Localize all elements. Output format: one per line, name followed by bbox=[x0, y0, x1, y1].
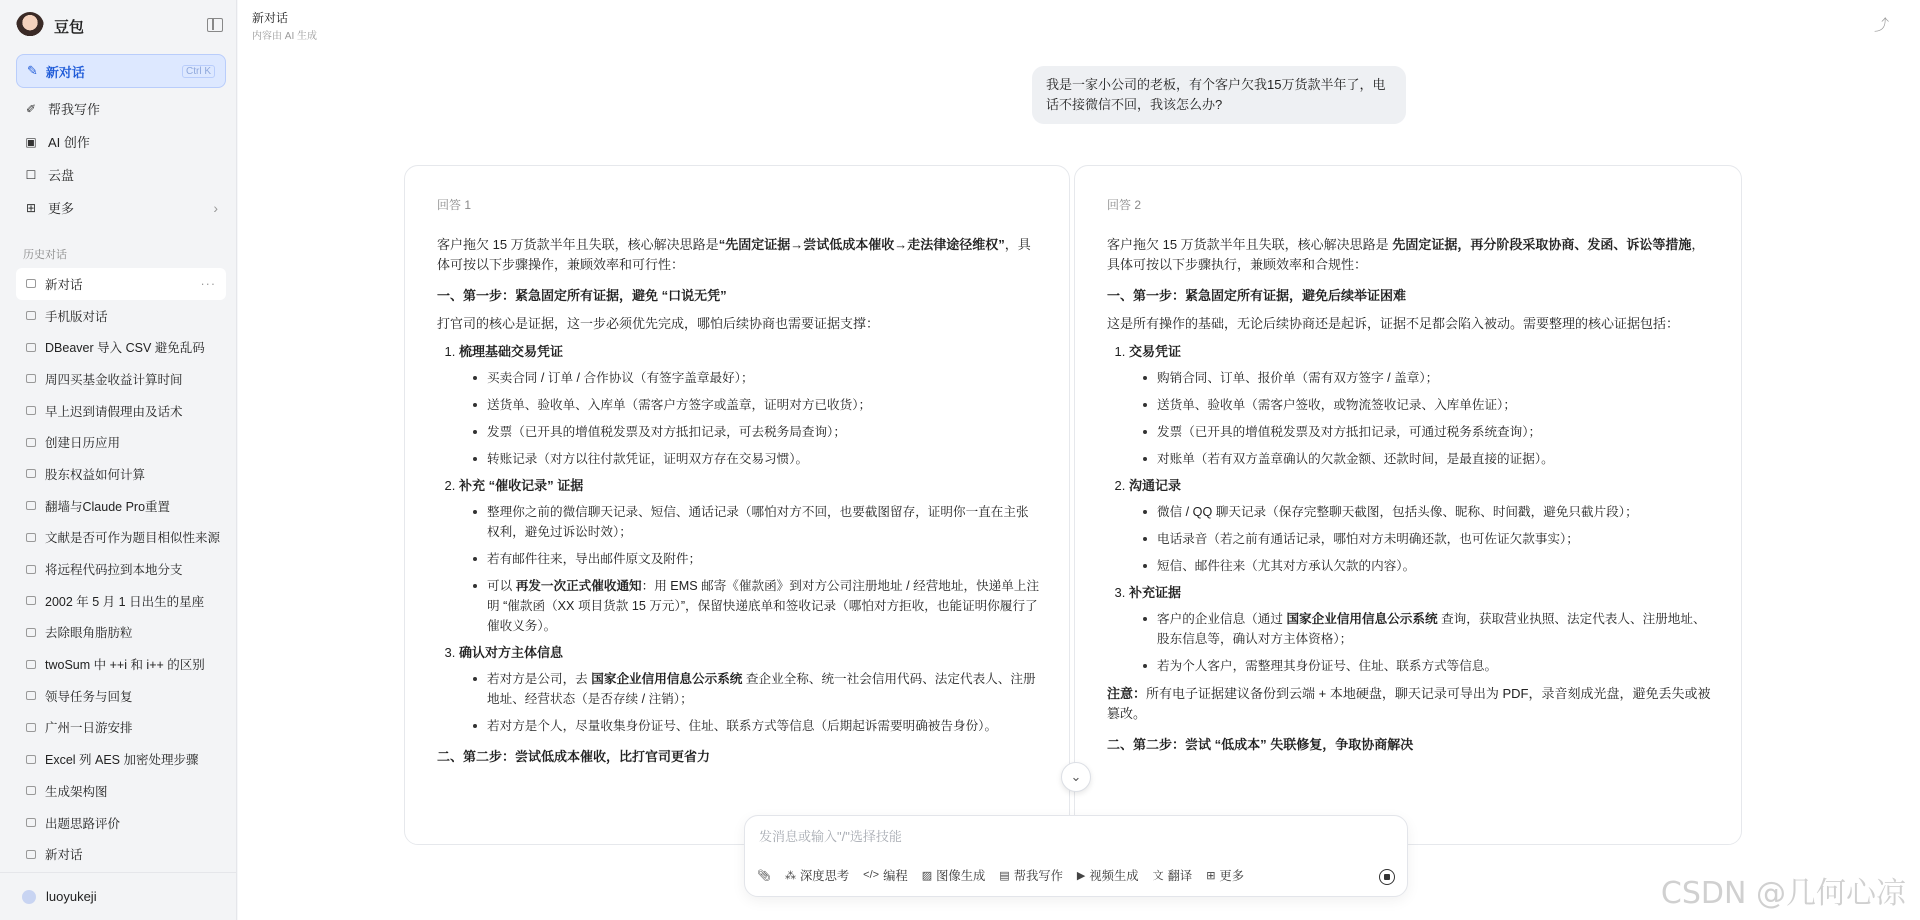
menu-item-cloud[interactable] bbox=[16, 158, 226, 191]
history-list bbox=[16, 268, 226, 870]
more-grid-icon: ⊞ bbox=[1206, 869, 1216, 882]
attach-button[interactable] bbox=[757, 869, 771, 882]
answer-label: 回答 2 bbox=[1107, 198, 1142, 212]
new-chat-button[interactable] bbox=[16, 54, 226, 88]
share-icon[interactable]: ⤴ bbox=[1874, 17, 1890, 34]
history-item[interactable]: 领导任务与回复 bbox=[16, 680, 226, 712]
tool-deep-think[interactable]: ⁂ 深度思考 bbox=[784, 869, 850, 883]
more-options-icon[interactable]: ··· bbox=[200, 276, 216, 291]
chat-icon bbox=[26, 628, 36, 637]
tool-translate[interactable]: 文 翻译 bbox=[1152, 869, 1193, 883]
bullet-item: 若对方是个人，尽量收集身份证号、住址、联系方式等信息（后期起诉需要明确被告身份）。 bbox=[473, 716, 1041, 736]
step-item bbox=[1129, 476, 1713, 576]
chat-icon bbox=[26, 311, 36, 320]
brand-name: 豆包 bbox=[54, 18, 85, 36]
grid-icon: ⊞ bbox=[25, 200, 37, 215]
tool-code[interactable]: </> 编程 bbox=[863, 869, 908, 883]
history-item[interactable]: 股东权益如何计算 bbox=[16, 458, 226, 490]
chat-icon bbox=[26, 755, 36, 764]
history-item[interactable]: 创建日历应用 bbox=[16, 426, 226, 458]
history-item[interactable]: 新对话 ··· bbox=[16, 268, 226, 300]
step-list bbox=[1129, 342, 1713, 676]
bullet-item: 电话录音（若之前有通话记录，哪怕对方未明确还款，也可佐证欠款事实）； bbox=[1143, 529, 1713, 549]
menu-item-more[interactable] bbox=[16, 191, 226, 224]
image-gen-icon: ▨ bbox=[921, 869, 933, 882]
chat-icon bbox=[26, 786, 36, 795]
step-title: 沟通记录 bbox=[1129, 478, 1182, 493]
chat-icon bbox=[26, 374, 36, 383]
bullet-item: 若有邮件往来，导出邮件原文及附件； bbox=[473, 549, 1041, 569]
menu-item-label: 帮我写作 bbox=[48, 102, 101, 117]
chat-icon bbox=[26, 438, 36, 447]
section-title: 一、第一步：紧急固定所有证据，避免后续举证困难 bbox=[1107, 288, 1407, 303]
chat-icon bbox=[26, 596, 36, 605]
paperclip-icon: 📎︎ bbox=[757, 869, 771, 882]
step-item bbox=[1129, 583, 1713, 676]
chat-icon bbox=[26, 343, 36, 352]
image-create-icon: ▣ bbox=[25, 134, 37, 149]
sidebar-menu bbox=[16, 92, 226, 224]
edit-icon: ✎ bbox=[27, 63, 38, 78]
history-item[interactable]: 早上迟到请假理由及话术 bbox=[16, 395, 226, 427]
history-item[interactable]: 手机版对话 bbox=[16, 300, 226, 332]
brand[interactable] bbox=[16, 12, 84, 40]
main-panel bbox=[238, 0, 1920, 920]
section-title: 二、第二步：尝试 “低成本” 失联修复，争取协商解决 bbox=[1107, 737, 1414, 752]
answer-intro: 客户拖欠 15 万货款半年且失联，核心解决思路是 先固定证据，再分阶段采取协商、发函、诉讼等措施，具体可按以下步骤执行，兼顾效率和合规性： bbox=[1107, 237, 1705, 272]
menu-item-label: AI 创作 bbox=[48, 135, 90, 150]
step-item bbox=[459, 643, 1041, 736]
menu-item-label: 云盘 bbox=[48, 168, 75, 183]
history-item[interactable]: 周四买基金收益计算时间 bbox=[16, 363, 226, 395]
answer-intro: 客户拖欠 15 万货款半年且失联，核心解决思路是“先固定证据→尝试低成本催收→走法律途径维权”，具体可按以下步骤操作，兼顾效率和可行性： bbox=[437, 237, 1031, 272]
bullet-item: 送货单、验收单（需客户签收，或物流签收记录、入库单佐证）； bbox=[1143, 395, 1713, 415]
composer-tools bbox=[757, 866, 1244, 884]
bullet-item: 转账记录（对方以往付款凭证，证明双方存在交易习惯）。 bbox=[473, 449, 1041, 469]
step-title: 补充证据 bbox=[1129, 585, 1182, 600]
message-input[interactable] bbox=[759, 829, 1379, 844]
username: luoyukeji bbox=[46, 889, 97, 904]
avatar bbox=[22, 890, 36, 904]
translate-icon: 文 bbox=[1152, 870, 1164, 882]
code-icon: </> bbox=[863, 869, 880, 881]
cloud-drive-icon: ☐ bbox=[25, 167, 37, 182]
conversation-title: 新对话 bbox=[252, 11, 289, 25]
history-item[interactable]: 新对话 bbox=[16, 838, 226, 870]
conversation-subtitle: 内容由 AI 生成 bbox=[252, 31, 318, 42]
bullet-item: 送货单、验收单、入库单（需客户方签字或盖章，证明对方已收货）； bbox=[473, 395, 1041, 415]
chat-icon bbox=[26, 565, 36, 574]
step-title: 交易凭证 bbox=[1129, 344, 1182, 359]
step-item bbox=[459, 476, 1041, 636]
scroll-down-button[interactable] bbox=[1061, 762, 1091, 792]
chat-icon bbox=[26, 279, 36, 288]
tool-image-gen[interactable]: ▨ 图像生成 bbox=[921, 869, 986, 883]
tool-video-gen[interactable]: ▶ 视频生成 bbox=[1076, 869, 1139, 883]
history-item[interactable]: twoSum 中 ++i 和 i++ 的区别 bbox=[16, 648, 226, 680]
menu-item-ai-create[interactable] bbox=[16, 125, 226, 158]
bullet-item: 客户的企业信息（通过 国家企业信用信息公示系统 查询，获取营业执照、法定代表人、注册地址、股东信息等，确认对方主体资格）； bbox=[1143, 609, 1713, 649]
chat-icon bbox=[26, 850, 36, 859]
bullet-item: 发票（已开具的增值税发票及对方抵扣记录，可去税务局查询）； bbox=[473, 422, 1041, 442]
section-desc: 打官司的核心是证据，这一步必须优先完成，哪怕后续协商也需要证据支撑： bbox=[437, 316, 880, 331]
composer bbox=[744, 815, 1408, 897]
history-item[interactable]: 出题思路评价 bbox=[16, 807, 226, 839]
sidebar bbox=[0, 0, 237, 920]
bullet-item: 短信、邮件往来（尤其对方承认欠款的内容）。 bbox=[1143, 556, 1713, 576]
bullet-item: 若为个人客户，需整理其身份证号、住址、联系方式等信息。 bbox=[1143, 656, 1713, 676]
user-profile[interactable] bbox=[0, 872, 237, 920]
sidebar-toggle-icon[interactable] bbox=[207, 18, 223, 32]
answer-card-2[interactable] bbox=[1074, 165, 1742, 845]
bullet-item: 对账单（若有双方盖章确认的欠款金额、还款时间，是最直接的证据）。 bbox=[1143, 449, 1713, 469]
bullet-item: 发票（已开具的增值税发票及对方抵扣记录，可通过税务系统查询）； bbox=[1143, 422, 1713, 442]
chevron-down-icon: ⌄ bbox=[1070, 769, 1082, 784]
history-item[interactable]: 广州一日游安排 bbox=[16, 712, 226, 744]
history-item[interactable]: 2002 年 5 月 1 日出生的星座 bbox=[16, 585, 226, 617]
step-title: 补充 “催收记录” 证据 bbox=[459, 478, 584, 493]
bullet-item: 购销合同、订单、报价单（需有双方签字 / 盖章）； bbox=[1143, 368, 1713, 388]
chat-icon bbox=[26, 818, 36, 827]
chat-icon bbox=[26, 660, 36, 669]
answer-label: 回答 1 bbox=[437, 198, 472, 212]
note: 注意：所有电子证据建议备份到云端 + 本地硬盘，聊天记录可导出为 PDF，录音刻成光盘，避免丢失或被篡改。 bbox=[1107, 686, 1711, 721]
step-item bbox=[1129, 342, 1713, 469]
section-title: 一、第一步：紧急固定所有证据，避免 “口说无凭” bbox=[437, 288, 727, 303]
deep-think-icon: ⁂ bbox=[784, 869, 796, 882]
history-item[interactable]: DBeaver 导入 CSV 避免乱码 bbox=[16, 331, 226, 363]
step-item bbox=[459, 342, 1041, 469]
voice-record-icon[interactable] bbox=[1379, 869, 1395, 885]
write-icon: ▤ bbox=[999, 869, 1010, 882]
video-gen-icon: ▶ bbox=[1076, 869, 1086, 882]
new-chat-label: 新对话 bbox=[45, 64, 85, 80]
step-list bbox=[459, 342, 1041, 736]
chevron-right-icon: › bbox=[213, 199, 218, 216]
step-title: 确认对方主体信息 bbox=[459, 645, 564, 660]
history-item[interactable]: 将远程代码拉到本地分支 bbox=[16, 553, 226, 585]
bullet-item: 微信 / QQ 聊天记录（保存完整聊天截图，包括头像、昵称、时间戳，避免只截片段）； bbox=[1143, 502, 1713, 522]
history-item[interactable]: 去除眼角脂肪粒 bbox=[16, 617, 226, 649]
chat-icon bbox=[26, 406, 36, 415]
history-item[interactable]: Excel 列 AES 加密处理步骤 bbox=[16, 743, 226, 775]
chat-icon bbox=[26, 533, 36, 542]
answer-card-1[interactable] bbox=[404, 165, 1070, 845]
menu-item-label: 更多 bbox=[48, 201, 75, 216]
menu-item-write[interactable] bbox=[16, 92, 226, 125]
doubao-logo-icon bbox=[16, 12, 44, 40]
history-item[interactable]: 翻墙与Claude Pro重置 bbox=[16, 490, 226, 522]
section-desc: 这是所有操作的基础，无论后续协商还是起诉，证据不足都会陷入被动。需要整理的核心证据包括： bbox=[1107, 316, 1680, 331]
chat-icon bbox=[26, 501, 36, 510]
tool-more[interactable]: ⊞ 更多 bbox=[1206, 869, 1245, 883]
user-message: 我是一家小公司的老板，有个客户欠我15万货款半年了，电话不接微信不回，我该怎么办? bbox=[1032, 66, 1406, 124]
section-title: 二、第二步：尝试低成本催收，比打官司更省力 bbox=[437, 749, 711, 764]
watermark: CSDN @几何心凉 bbox=[1660, 876, 1906, 911]
chat-icon bbox=[26, 469, 36, 478]
chat-icon bbox=[26, 723, 36, 732]
pen-icon: ✐ bbox=[25, 101, 37, 116]
history-item[interactable]: 文献是否可作为题目相似性来源 bbox=[16, 522, 226, 554]
step-title: 梳理基础交易凭证 bbox=[459, 344, 564, 359]
history-item[interactable]: 生成架构图 bbox=[16, 775, 226, 807]
chat-icon bbox=[26, 691, 36, 700]
bullet-item: 若对方是公司，去 国家企业信用信息公示系统 查企业全称、统一社会信用代码、法定代表人、注册地址、经营状态（是否存续 / 注销）； bbox=[473, 669, 1041, 709]
new-chat-shortcut: Ctrl K bbox=[182, 65, 215, 78]
tool-write[interactable]: ▤ 帮我写作 bbox=[999, 869, 1063, 883]
bullet-item: 买卖合同 / 订单 / 合作协议（有签字盖章最好）； bbox=[473, 368, 1041, 388]
bullet-item: 可以 再发一次正式催收通知：用 EMS 邮寄《催款函》到对方公司注册地址 / 经营地址，快递单上注明 “催款函（XX 项目货款 15 万元）”，保留快递底单和签收记录（哪怕对方拒收，也能证明你履行了催收义务）。 bbox=[473, 576, 1041, 636]
history-title: 历史对话 bbox=[23, 249, 67, 261]
bullet-item: 整理你之前的微信聊天记录、短信、通话记录（哪怕对方不回，也要截图留存，证明你一直在主张权利，避免过诉讼时效）； bbox=[473, 502, 1041, 542]
